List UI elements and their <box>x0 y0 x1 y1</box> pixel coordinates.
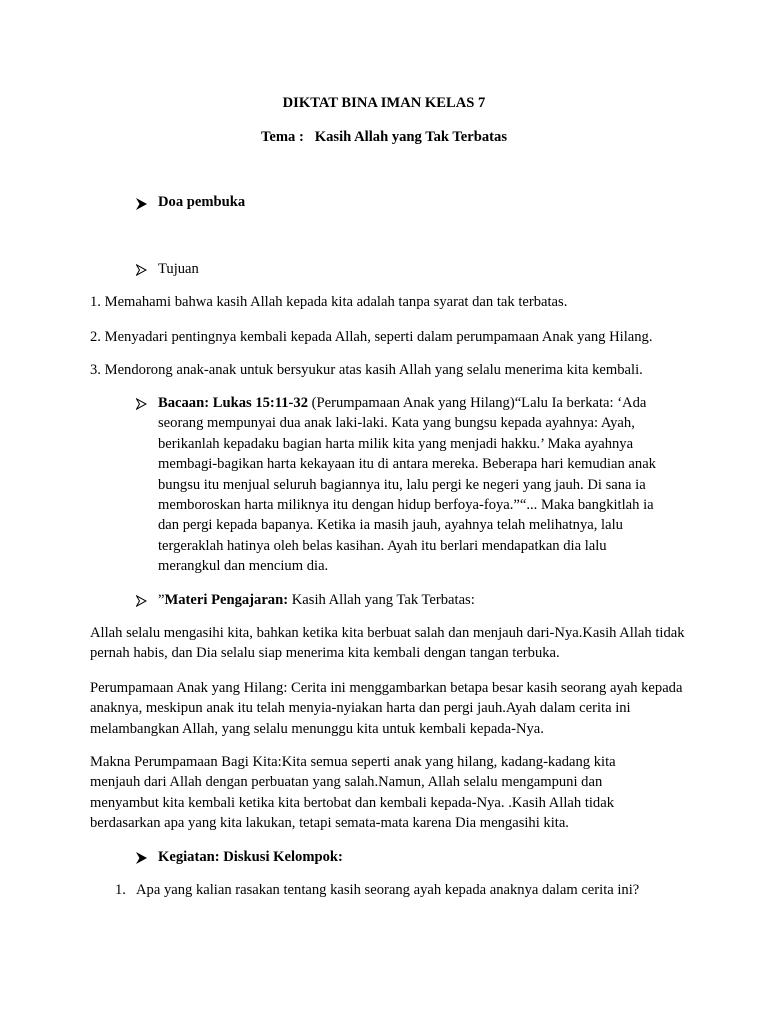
material-paragraph-2: Perumpamaan Anak yang Hilang: Cerita ini menggambarkan betapa besar kasih seorang ayah kepada anaknya, meskipun anak itu telah menyia-nyiakan harta dan pergi jauh.Ayah dalam cerita ini melambangkan Allah, yang selalu menunggu kita untuk kembali kepada-Nya. <box>90 680 683 737</box>
material-heading <box>158 590 678 610</box>
material-label: Materi Pengajaran: <box>164 592 289 608</box>
goal-item-2: 2. Menyadari pentingnya kembali kepada Allah, seperti dalam perumpamaan Anak yang Hilang. <box>90 329 653 345</box>
question-text: Apa yang kalian rasakan tentang kasih seorang ayah kepada anaknya dalam cerita ini? <box>136 882 640 898</box>
theme-label: Tema : <box>260 129 304 145</box>
material-paragraph-1: Allah selalu mengasihi kita, bahkan ketika kita berbuat salah dan menjauh dari-Nya.Kasih Allah tidak pernah habis, dan Dia selalu siap menerima kita kembali dengan tangan terbuka. <box>90 625 685 662</box>
arrow-bullet-icon <box>136 852 148 864</box>
question-number: 1. <box>115 882 126 898</box>
arrow-outline-bullet-icon <box>136 595 148 607</box>
material-prefix: ” <box>158 592 165 608</box>
goal-item-1: 1. Memahami bahwa kasih Allah kepada kita adalah tanpa syarat dan tak terbatas. <box>90 294 568 310</box>
reading-text: (Perumpamaan Anak yang Hilang)“Lalu Ia berkata: ‘Ada seorang mempunyai dua anak laki-laki. Kata yang bungsu kepada ayahnya: Ayah, berikanlah kepadaku bagian harta milik kita yang menjadi hakku.’ Maka ayahnya membagi-bagikan harta kekayaan itu di antara mereka. Beberapa hari kemudian anak bungsu itu menjual seluruh bagiannya itu, lalu pergi ke negeri yang jauh. Di sana ia memboroskan harta miliknya itu dengan hidup berfoya-foya.”“... Maka bangkitlah ia dan pergi kepada bapanya. Ketika ia masih jauh, ayahnya telah melihatnya, lalu tergeraklah hatinya oleh belas kasihan. Ayah itu berlari mendapatkan dia lalu merangkul dan mencium dia. <box>158 395 656 575</box>
theme-value: Kasih Allah yang Tak Terbatas <box>314 129 508 145</box>
reading-label: Bacaan: Lukas 15:11-32 <box>158 395 309 411</box>
goals-heading: Tujuan <box>158 261 199 277</box>
arrow-outline-bullet-icon <box>136 398 148 410</box>
material-text: Kasih Allah yang Tak Terbatas: <box>288 592 475 608</box>
material-paragraph-3: Makna Perumpamaan Bagi Kita:Kita semua seperti anak yang hilang, kadang-kadang kita menjauh dari Allah dengan perbuatan yang salah.Namun, Allah selalu mengampuni dan menyambut kita kembali ketika kita bertobat dan kembali kepada-Nya. .Kasih Allah tidak berdasarkan apa yang kita lakukan, tetapi semata-mata karena Dia mengasihi kita. <box>90 754 616 832</box>
reading-paragraph <box>158 393 670 577</box>
arrow-bullet-icon <box>136 198 148 210</box>
goal-item-3: 3. Mendorong anak-anak untuk bersyukur atas kasih Allah yang selalu menerima kita kembali. <box>90 362 643 378</box>
opening-prayer-heading: Doa pembuka <box>158 194 246 210</box>
theme-line <box>0 127 768 147</box>
arrow-outline-bullet-icon <box>136 264 148 276</box>
document-title: DIKTAT BINA IMAN KELAS 7 <box>282 95 486 111</box>
activity-heading: Kegiatan: Diskusi Kelompok: <box>158 849 343 865</box>
